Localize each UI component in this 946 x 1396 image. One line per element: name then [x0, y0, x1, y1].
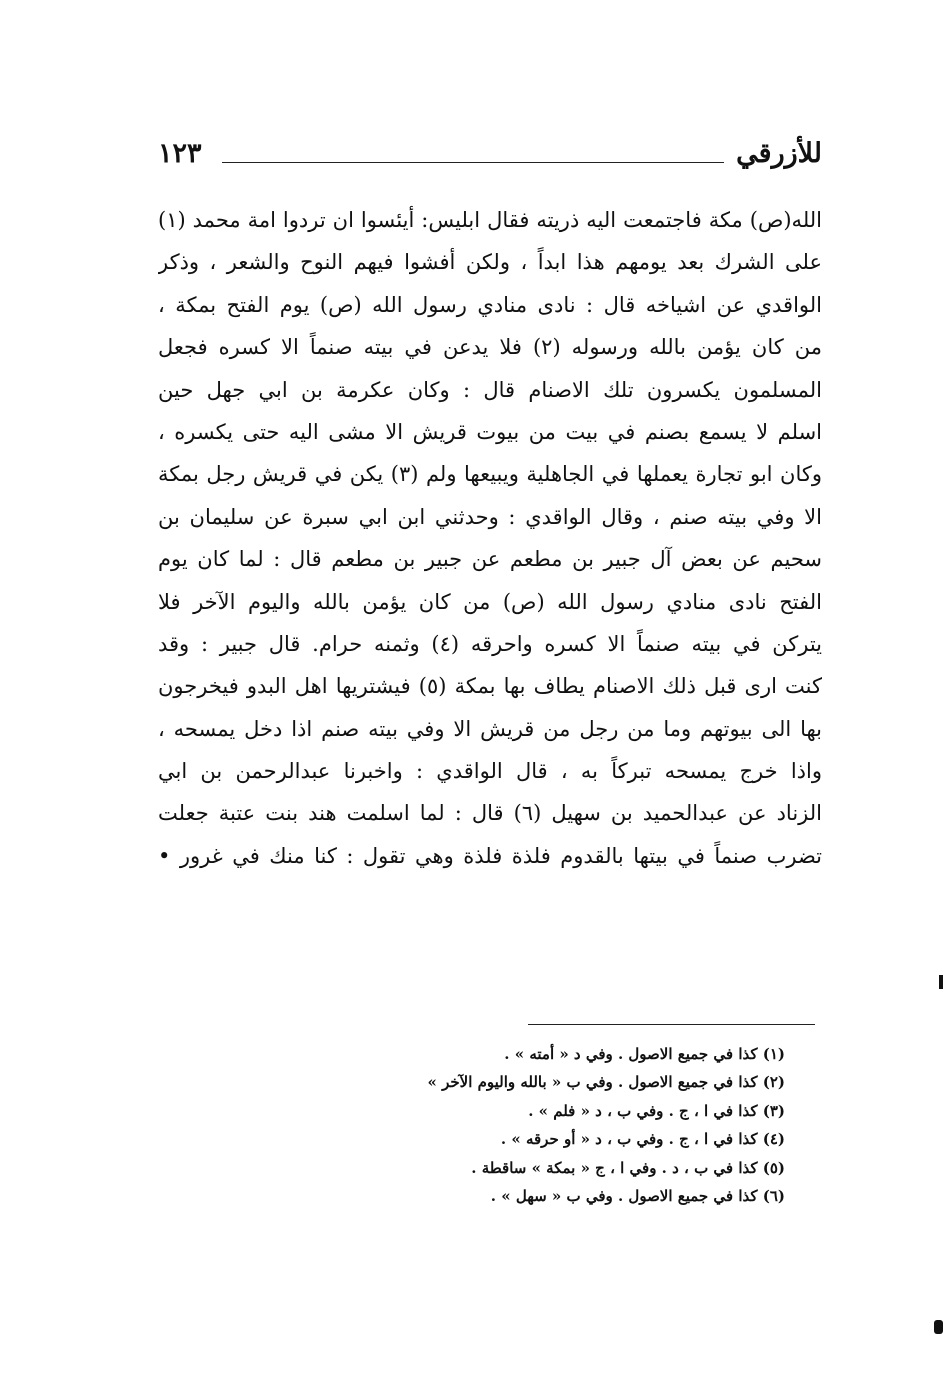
main-text — [158, 199, 822, 877]
footnote-rule — [528, 1024, 815, 1025]
scan-speck — [934, 1320, 943, 1334]
footnote: (٦) كذا في جميع الاصول . وفي ب « سهل » . — [490, 1186, 785, 1205]
footnote: (١) كذا في جميع الاصول . وفي د « أمته » . — [504, 1045, 785, 1063]
text-line: بها الى بيوتهم وما من رجل من قريش الا وفي بيته صنم اذا دخل يمسحه ، — [158, 716, 822, 741]
footnote: (٤) كذا في ا ، ج . وفي ب ، د « أو حرقه » . — [500, 1130, 785, 1149]
scan-speck — [939, 975, 943, 989]
page-number: ١٢٣ — [158, 138, 202, 169]
text-line: يتركن في بيته صنماً الا كسره واحرقه (٤) وثمنه حرام. قال جبير : وقد — [158, 631, 822, 656]
footnotes — [330, 1040, 785, 1210]
footnote: (٥) كذا في ب ، د . وفي ا ، ج « بمكة » ساقطة . — [471, 1158, 785, 1177]
text-line: الواقدي عن اشياخه قال : نادى منادي رسول الله (ص) يوم الفتح بمكة ، — [158, 292, 822, 317]
text-line: الله(ص) مكة فاجتمعت اليه ذريته فقال ابليس: أيئسوا ان تردوا امة محمد (١) — [158, 208, 822, 232]
text-line: كنت ارى قبل ذلك الاصنام يطاف بها بمكة (٥) فيشتريها اهل البدو فيخرجون — [158, 674, 822, 699]
text-line: الزناد عن عبدالحميد بن سهيل (٦) قال : لما اسلمت هند بنت عتبة جعلت — [158, 801, 822, 826]
header-title: للأزرقي — [736, 138, 822, 169]
footnote: (٣) كذا في ا ، ج . وفي ب ، د « فلم » . — [528, 1101, 785, 1120]
text-line: واذا خرج يمسحه تبركاً به ، قال الواقدي : واخبرنا عبدالرحمن بن ابي — [158, 759, 822, 784]
text-line: اسلم لا يسمع بصنم في بيت من بيوت قريش الا مشى اليه حتى يكسره ، — [158, 419, 822, 444]
text-line: الا وفي بيته صنم ، وقال الواقدي : وحدثني ابن ابي سبرة عن سليمان بن — [158, 504, 822, 529]
text-line: المسلمون يكسرون تلك الاصنام قال : وكان عكرمة بن ابي جهل حين — [158, 377, 822, 402]
text-line: الفتح نادى منادي رسول الله (ص) من كان يؤمن بالله واليوم الآخر فلا — [158, 589, 822, 614]
text-line: سحيم عن بعض آل جبير بن مطعم عن جبير بن مطعم قال : لما كان يوم — [158, 547, 822, 572]
footnote: (٢) كذا في جميع الاصول . وفي ب « بالله واليوم الآخر » — [427, 1073, 785, 1092]
text-line: وكان ابو تجارة يعملها في الجاهلية ويبيعها ولم (٣) يكن في قريش رجل بمكة — [158, 462, 822, 487]
text-line: من كان يؤمن بالله ورسوله (٢) فلا يدعن في بيته صنماً الا كسره فجعل — [158, 335, 822, 360]
text-line: تضرب صنماً في بيتها بالقدوم فلذة فلذة وهي تقول : كنا منك في غرور • — [158, 843, 822, 868]
text-line: على الشرك بعد يومهم هذا ابداً ، ولكن أفشوا فيهم النوح والشعر ، وذكر — [158, 250, 822, 275]
header-rule — [222, 162, 724, 163]
running-header — [158, 138, 822, 182]
